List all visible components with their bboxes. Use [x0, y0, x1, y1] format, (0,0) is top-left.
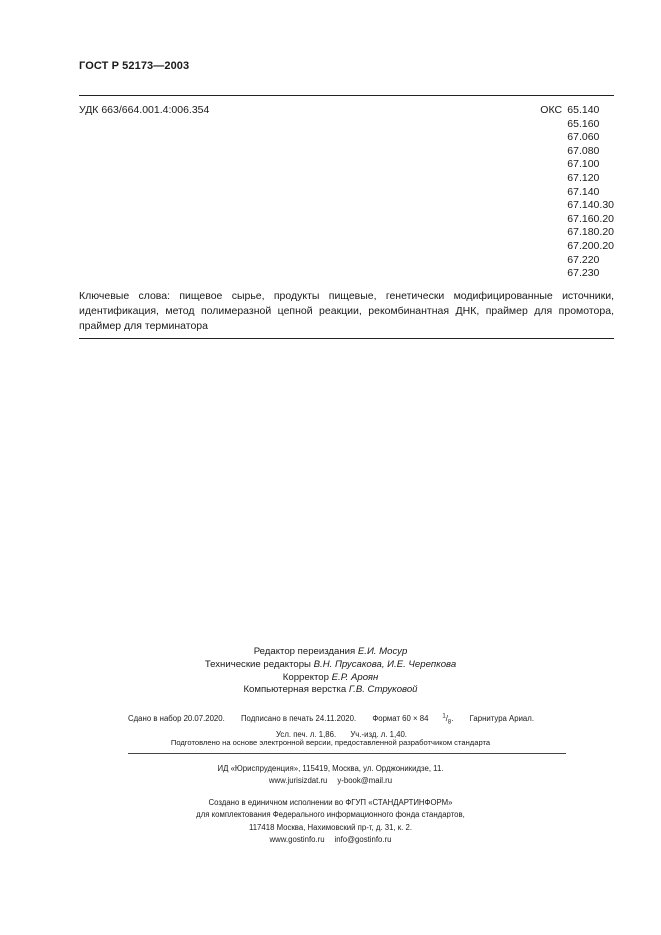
publisher-contacts — [0, 775, 661, 787]
oks-code: 67.080 — [567, 144, 600, 157]
printed-sheets: Усл. печ. л. 1,86. — [276, 729, 337, 739]
corrector-label: Корректор — [282, 671, 329, 683]
standard-number: ГОСТ Р 52173—2003 — [79, 60, 190, 72]
publisher-block — [0, 763, 661, 788]
layout-label: Компьютерная верстка — [243, 684, 347, 696]
format-numerator: 1 — [442, 713, 446, 719]
oks-code: 67.200.20 — [567, 239, 614, 252]
oks-label: ОКС — [540, 104, 563, 116]
oks-code: 67.230 — [567, 267, 600, 280]
maker-contacts — [0, 834, 661, 846]
publisher-sheets: Уч.-изд. л. 1,40. — [350, 729, 407, 739]
oks-code: 67.100 — [567, 158, 600, 171]
credits-block — [0, 646, 661, 697]
publisher-site-link[interactable]: www.jurisizdat.ru — [268, 776, 328, 786]
oks-code: 65.160 — [567, 117, 600, 130]
font-typeface: Гарнитура Ариал. — [469, 713, 534, 723]
publication-info — [128, 710, 548, 741]
tech-editors-label: Технические редакторы — [204, 658, 311, 670]
editor-line — [0, 646, 661, 659]
keywords-paragraph: Ключевые слова: пищевое сырье, продукты пищевые, генетически модифицированные источники, идентификация, метод полимеразной цепной реакции, рекомбинантная ДНК, праймер для промотора, праймер для терминатора — [79, 290, 614, 332]
maker-line-1: Создано в единичном исполнении во ФГУП «СТАНДАРТИНФОРМ» — [208, 798, 453, 807]
tech-editors-line — [0, 659, 661, 672]
udk-code: УДК 663/664.001.4:006.354 — [79, 104, 210, 116]
oks-code: 67.060 — [567, 131, 600, 144]
prepared-note: Подготовлено на основе электронной версии, предоставленной разработчиком стандарта — [170, 738, 491, 747]
editor-name: Е.И. Мосур — [357, 646, 408, 657]
oks-code: 67.220 — [567, 253, 600, 266]
maker-email-link[interactable]: info@gostinfo.ru — [334, 834, 392, 844]
bottom-divider — [79, 338, 614, 339]
oks-code: 65.140 — [567, 104, 600, 116]
publisher-address: ИД «Юриспруденция», 115419, Москва, ул. Орджоникидзе, 11. — [217, 764, 444, 773]
oks-code: 67.180.20 — [567, 226, 614, 239]
format-prefix: Формат 60 × 84 — [372, 713, 429, 723]
format-denominator: 8 — [447, 719, 452, 726]
submitted-date: Сдано в набор 20.07.2020. — [128, 713, 225, 723]
maker-line-2: для комплектования Федерального информационного фонда стандартов, — [196, 810, 465, 820]
tech-editors-names: В.Н. Прусакова, И.Е. Черепкова — [313, 658, 457, 670]
oks-code: 67.120 — [567, 171, 600, 184]
corrector-name: Е.Р. Ароян — [331, 671, 379, 683]
paper-format: Формат 60 × 84 $^1/_8$. — [372, 713, 454, 726]
oks-code: 67.160.20 — [567, 212, 614, 225]
publisher-divider — [128, 753, 566, 754]
corrector-line — [0, 672, 661, 685]
publisher-email-link[interactable]: y-book@mail.ru — [337, 776, 393, 786]
maker-site-link[interactable]: www.gostinfo.ru — [269, 834, 325, 844]
maker-line-3: 117418 Москва, Нахимовский пр-т, д. 31, к. 2. — [248, 822, 413, 832]
oks-codes — [540, 104, 614, 281]
editor-label: Редактор переиздания — [253, 646, 356, 657]
signed-date: Подписано в печать 24.11.2020. — [240, 713, 357, 723]
maker-block — [0, 797, 661, 846]
oks-code: 67.140.30 — [567, 199, 614, 212]
layout-line — [0, 684, 661, 697]
layout-name: Г.В. Струковой — [348, 684, 418, 696]
oks-code: 67.140 — [567, 185, 600, 198]
top-divider — [79, 95, 614, 96]
